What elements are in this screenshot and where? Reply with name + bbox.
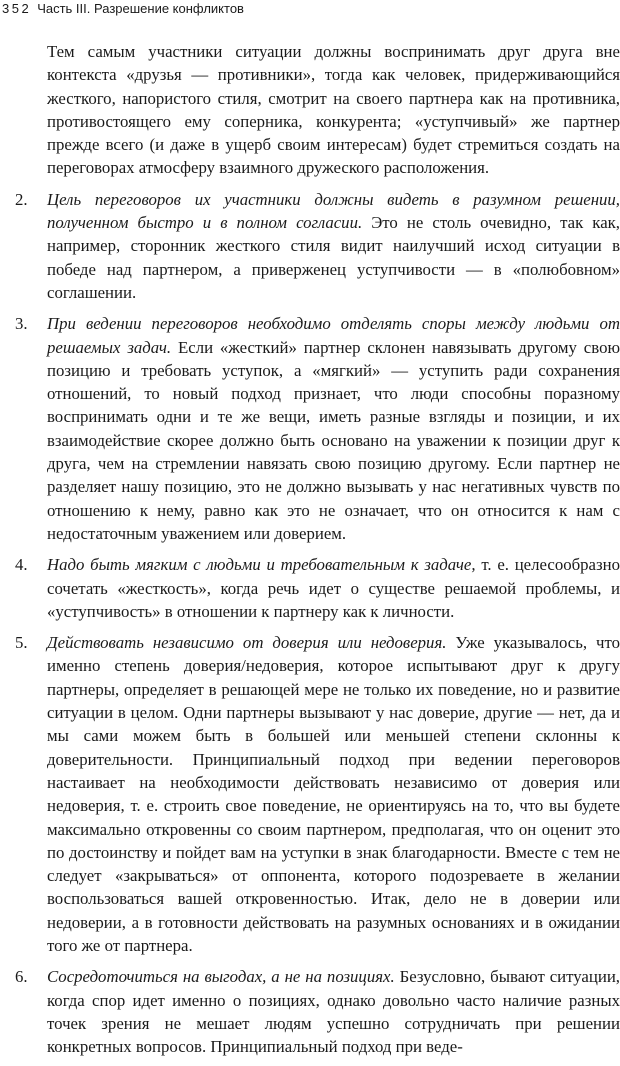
- list-item-3: [15, 312, 620, 545]
- list-item-5: [15, 631, 620, 957]
- page-body: [15, 40, 620, 1066]
- item-number: 2.: [15, 189, 28, 209]
- item-text: [47, 188, 620, 304]
- item-lead: Надо быть мягким с людьми и требовательным к задаче,: [47, 555, 476, 575]
- item-text: [47, 965, 620, 1058]
- list-item-6: [15, 965, 620, 1058]
- chapter-title: Часть III. Разрешение конфликтов: [37, 1, 244, 16]
- item-lead: При ведении переговоров необходимо отделять споры между людьми от решаемых задач.: [47, 314, 620, 357]
- item-body: т. е. целесообразно сочетать «жесткость», когда речь идет о существе решаемой проблемы, и «уступчивость» в отношении к партнеру как к личности.: [47, 555, 620, 621]
- list-item-4: [15, 553, 620, 623]
- item-number: 3.: [15, 314, 28, 334]
- intro-paragraph: Тем самым участники ситуации должны воспринимать друг друга вне контекста «друзья — противники», тогда как человек, придерживающийся жесткого, напористого стиля, смотрит на своего партнера как на противника, противостоящего ему соперника, конкурента; «уступчивый» же партнер прежде всего (и даже в ущерб своим интересам) будет стремиться создать на переговорах атмосферу взаимного дружеского расположения.: [47, 42, 620, 178]
- item-number: 4.: [15, 555, 28, 575]
- item-lead: Сосредоточиться на выгодах, а не на позициях.: [47, 967, 395, 987]
- item-lead: Цель переговоров их участники должны видеть в разумном решении, полученном быстро и в полном согласии.: [47, 189, 620, 233]
- item-number: 6.: [15, 967, 28, 987]
- page-number: 352: [2, 1, 32, 16]
- item-body: Это не столь очевидно, так как, например, сторонник жесткого стиля видит наилучший исход ситуации в победе над партнером, а приверженец уступчивости — в «полюбовном» соглашении.: [47, 213, 620, 302]
- item-text: [47, 631, 620, 957]
- item-body: Безусловно, бывают ситуации, когда спор идет именно о позициях, однако довольно часто наличие разных точек зрения не мешает людям успешно сотрудничать при решении конкретных вопросов. Принципиальный подход при веде-: [47, 967, 620, 1057]
- item-body: Если «жесткий» партнер склонен навязывать другому свою позицию и требовать уступок, а «мягкий» — уступить ради сохранения отношений, то новый подход признает, что люди способны поразному воспринимать одни и те же вещи, иметь разные взгляды и позиции, и их взаимодействие скорее должно быть основано на уважении к позиции друг к друга, чем на стремлении навязать свою позицию другому. Если партнер не разделяет нашу позицию, это не должно вызывать у нас негативных чувств по отношению к нему, равно как это не означает, что он относится к нам с недостаточным уважением или доверием.: [47, 337, 620, 543]
- item-text: [47, 312, 620, 545]
- item-number: 5.: [15, 633, 28, 653]
- list-item-2: [15, 188, 620, 304]
- item-lead: Действовать независимо от доверия или недоверия.: [47, 633, 447, 653]
- item-text: [47, 553, 620, 623]
- running-header: [2, 1, 244, 17]
- item-body: Уже указывалось, что именно степень доверия/недоверия, которое испытывают друг к другу партнеры, определяет в решающей мере не только их поведение, но и развитие ситуации в целом. Одни партнеры вызывают у нас доверие, другие — нет, да и мы сами можем быть в большей или меньшей степени склонны к доверительности. Принципиальный подход при ведении переговоров настаивает на необходимости действовать независимо от доверия или недоверия, т. е. строить свое поведение, не ориентируясь на то, что вы будете максимально откровенны со своим партнером, предполагая, что он оценит это по достоинству и пойдет вам на уступки в знак благодарности. Вместе с тем не следует «закрываться» от оппонента, которого подозреваете в желании воспользоваться вашей откровенностью. Итак, дело не в доверии или недоверии, а в готовности действовать на разумных основаниях и в ожидании того же от партнера.: [47, 633, 620, 955]
